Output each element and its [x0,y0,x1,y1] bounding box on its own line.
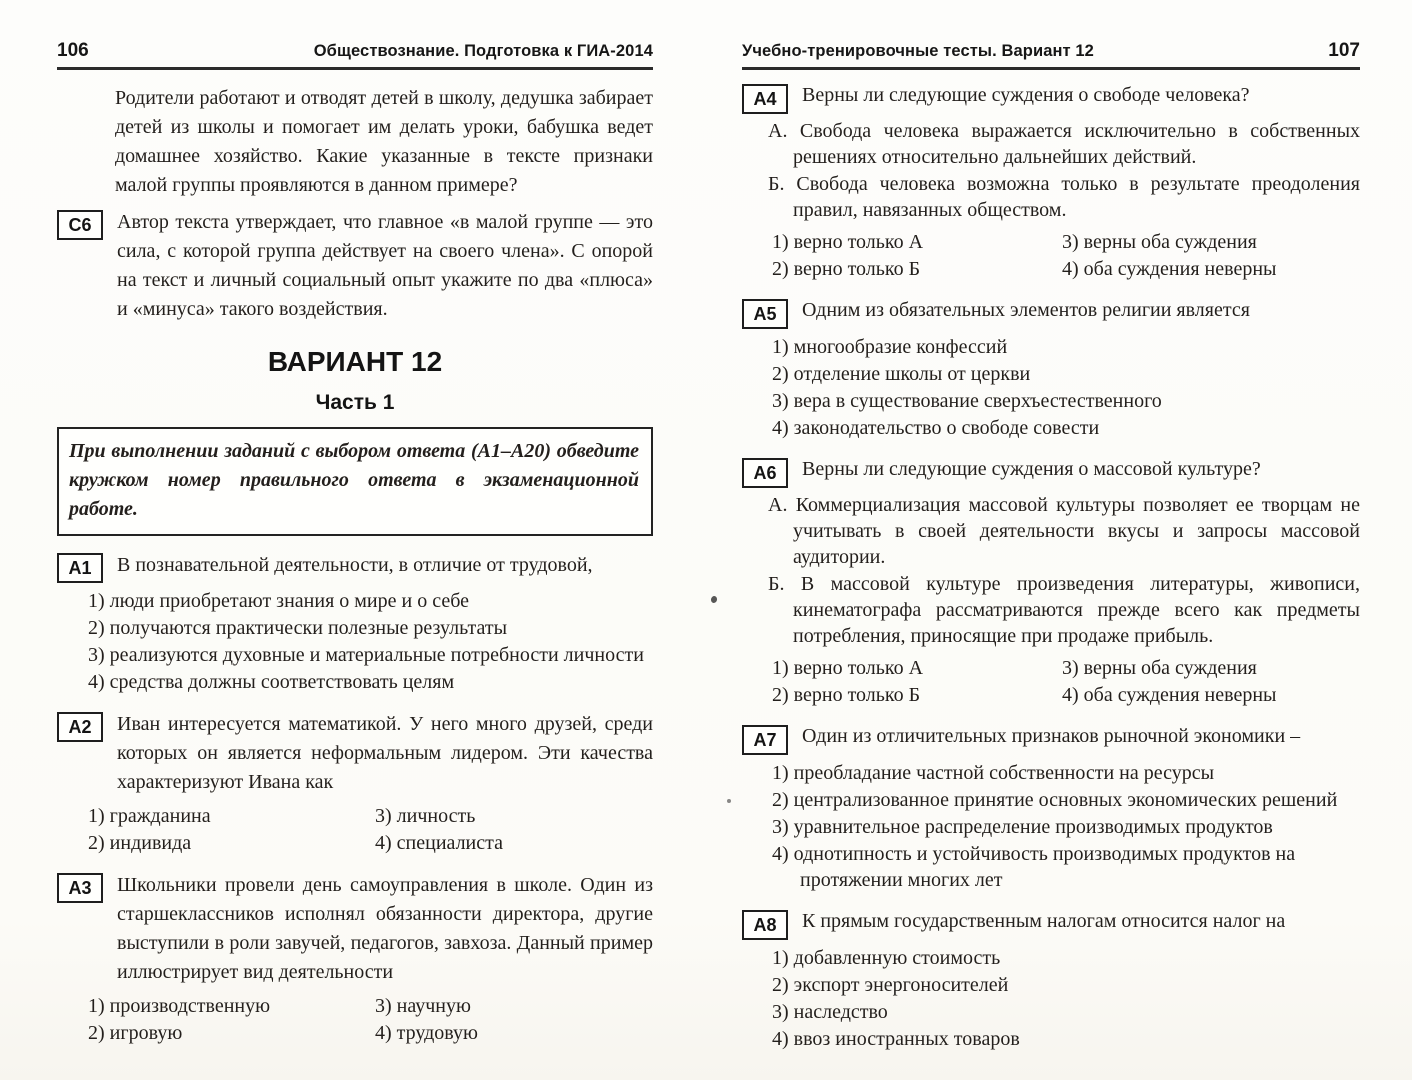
option-a4-3: 3) верны оба суждения [1062,231,1257,253]
question-a8 [742,908,1360,940]
option-a6-1: 1) верно только А [772,657,924,679]
question-text-a7: Один из отличительных признаков рыночной экономики – [802,725,1301,747]
option-a2-4: 4) специалиста [375,832,503,854]
options-a2 [88,802,653,856]
instruction-box: При выполнении заданий с выбором ответа (А1–А20) обведите кружком номер правильного ответа в экзаменационной работе. [57,427,653,536]
question-text-a6: Верны ли следующие суждения о массовой культуре? [802,458,1261,480]
page-number-left: 106 [57,40,89,61]
statements-a6 [768,492,1360,649]
page-right [742,40,1360,1052]
question-a5 [742,297,1360,329]
option-a8-1: 1) добавленную стоимость [772,947,1001,969]
question-label-a5: А5 [742,299,788,329]
options-a5 [772,334,1360,441]
option-a7-4: 4) однотипность и устойчивость производимых продуктов на протяжении многих лет [772,843,1296,891]
statement-a6-b: Б. В массовой культуре произведения литературы, живописи, кинематографа рассматриваются прежде всего как предметы потребления, приносящие при продаже прибыль. [768,573,1360,647]
question-text-a4: Верны ли следующие суждения о свободе человека? [802,84,1250,106]
question-label-a1: А1 [57,553,103,583]
option-a5-1: 1) многообразие конфессий [772,336,1008,358]
option-a7-2: 2) централизованное принятие основных экономических решений [772,789,1338,811]
statement-a6-a: А. Коммерциализация массовой культуры позволяет ее творцам не учитывать в своей деятельности вкусы и запросы массовой аудитории. [768,494,1360,568]
part-title: Часть 1 [315,391,395,414]
option-a4-1: 1) верно только А [772,231,924,253]
question-text-a2: Иван интересуется математикой. У него много друзей, среди которых он является неформальным лидером. Эти качества характеризуют Ивана как [117,713,653,793]
running-header-right: Учебно-тренировочные тесты. Вариант 12 [742,42,1094,60]
option-a7-3: 3) уравнительное распределение производимых продуктов [772,816,1273,838]
statement-a4-a: А. Свобода человека выражается исключительно в собственных решениях относительно дальнейших действий. [768,120,1360,168]
option-a5-3: 3) вера в существование сверхъестественного [772,390,1162,412]
question-a4 [742,82,1360,114]
page-left [57,40,653,1046]
option-a3-3: 3) научную [375,995,471,1017]
option-a2-3: 3) личность [375,805,476,827]
question-a6 [742,456,1360,488]
question-a1 [57,551,653,583]
statement-a4-b: Б. Свобода человека возможна только в результате преодоления правил, навязанных обществом. [768,173,1360,221]
question-label-a2: А2 [57,712,103,742]
question-text-a5: Одним из обязательных элементов религии является [802,299,1250,321]
option-a6-3: 3) верны оба суждения [1062,657,1257,679]
question-label-a7: А7 [742,725,788,755]
option-a8-2: 2) экспорт энергоносителей [772,974,1009,996]
option-a3-1: 1) производственную [88,995,271,1017]
question-c6 [57,208,653,324]
options-a1 [88,588,653,695]
option-a2-1: 1) гражданина [88,805,211,827]
question-a3 [57,871,653,987]
option-a1-4: 4) средства должны соответствовать целям [88,671,455,693]
variant-title: ВАРИАНТ 12 [267,346,443,377]
options-a7 [772,760,1360,893]
options-a8 [772,945,1360,1052]
option-a2-2: 2) индивида [88,832,192,854]
option-a1-2: 2) получаются практически полезные результаты [88,617,508,639]
option-a3-2: 2) игровую [88,1022,183,1044]
page-header-right [742,40,1360,70]
option-a1-3: 3) реализуются духовные и материальные потребности личности [88,644,644,666]
page-header-left [57,40,653,70]
question-label-a3: А3 [57,873,103,903]
option-a1-1: 1) люди приобретают знания о мире и о себе [88,590,469,612]
intro-paragraph: Родители работают и отводят детей в школу, дедушка забирает детей из школы и помогает им делать уроки, бабушка ведет домашнее хозяйство. Какие указанные в тексте признаки малой группы проявляются в данном примере? [115,87,653,196]
options-a6 [772,654,1360,708]
option-a7-1: 1) преобладание частной собственности на ресурсы [772,762,1215,784]
statements-a4 [768,118,1360,223]
question-text-a8: К прямым государственным налогам относится налог на [802,910,1286,932]
option-a8-4: 4) ввоз иностранных товаров [772,1028,1020,1050]
question-text-a1: В познавательной деятельности, в отличие от трудовой, [117,554,593,576]
question-label-c6: С6 [57,210,103,240]
option-a5-2: 2) отделение школы от церкви [772,363,1031,385]
option-a6-2: 2) верно только Б [772,684,921,706]
options-a3 [88,992,653,1046]
question-label-a4: А4 [742,84,788,114]
option-a4-2: 2) верно только Б [772,258,921,280]
scan-artifact-speck [727,799,731,803]
running-header-left: Обществознание. Подготовка к ГИА-2014 [313,42,653,60]
option-a4-4: 4) оба суждения неверны [1062,258,1277,280]
question-a2 [57,710,653,797]
option-a5-4: 4) законодательство о свободе совести [772,417,1100,439]
question-a7 [742,723,1360,755]
option-a3-4: 4) трудовую [375,1022,478,1044]
page-number-right: 107 [1328,40,1360,61]
question-label-a6: А6 [742,458,788,488]
option-a6-4: 4) оба суждения неверны [1062,684,1277,706]
scan-artifact-speck [710,595,718,603]
option-a8-3: 3) наследство [772,1001,888,1023]
options-a4 [772,228,1360,282]
question-label-a8: А8 [742,910,788,940]
question-text-c6: Автор текста утверждает, что главное «в малой группе — это сила, с которой группа действует на своего члена». С опорой на текст и личный социальный опыт укажите по два «плюса» и «минуса» такого воздействия. [117,211,653,320]
question-text-a3: Школьники провели день самоуправления в школе. Один из старшеклассников исполнял обязанности директора, другие выступили в роли завучей, педагогов, завхоза. Данный пример иллюстрирует вид деятельности [117,874,653,983]
